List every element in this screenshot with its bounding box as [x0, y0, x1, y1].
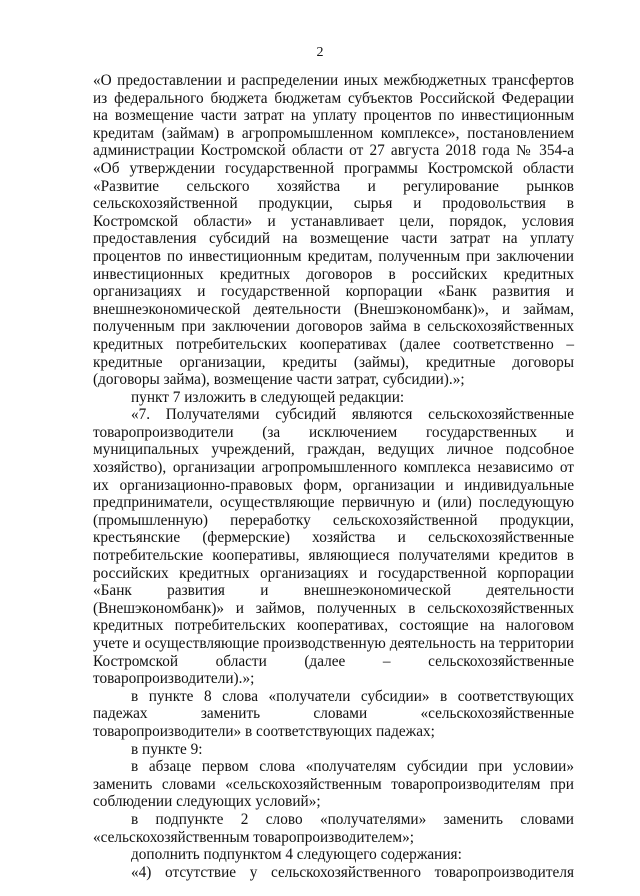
- paragraph: «О предоставлении и распределении иных межбюджетных трансфертов из федерального бюджета бюджетам субъектов Российской Федерации на возмещение части затрат на уплату процентов по инвестиционным кредитам (займам) в агропромышленном комплексе», постановлением администрации Костромской области от 27 августа 2018 года № 354-а «Об утверждении государственной программы Костромской области «Развитие сельского хозяйства и регулирование рынков сельскохозяйственной продукции, сырья и продовольствия в Костромской области» и устанавливает цели, порядок, условия предоставления субсидий на возмещение части затрат на уплату процентов по инвестиционным кредитам, полученным при заключении инвестиционных кредитных договоров в российских кредитных организациях и государственной корпорации «Банк развития и внешнеэкономической деятельности (Внешэкономбанк)», и займам, полученным при заключении договоров займа в сельскохозяйственных кредитных потребительских кооперативах (далее соответственно – кредитные организации, кредиты (займы), кредитные договоры (договоры займа), возмещение части затрат, субсидии).»;: [93, 72, 574, 389]
- page-number: 2: [316, 45, 324, 60]
- paragraph: «4) отсутствие у сельскохозяйственного товаропроизводителя: [131, 863, 574, 881]
- paragraph: в пункте 8 слова «получатели субсидии» в соответствующих падежах заменить словами «сельскохозяйственные товаропроизводители» в соответствующих падежах;: [93, 687, 574, 740]
- paragraph: в пункте 9:: [131, 740, 203, 758]
- paragraph: «7. Получателями субсидий являются сельскохозяйственные товаропроизводители (за исключением государственных и муниципальных учреждений, граждан, ведущих личное подсобное хозяйство), организации агропромышленного комплекса независимо от их организационно-правовых форм, организации и индивидуальные предприниматели, осуществляющие первичную и (или) последующую (промышленную) переработку сельскохозяйственной продукции, крестьянские (фермерские) хозяйства и сельскохозяйственные потребительские кооперативы, являющиеся получателями кредитов в российских кредитных организациях и государственной корпорации «Банк развития и внешнеэкономической деятельности (Внешэкономбанк)» и займов, полученных в сельскохозяйственных кредитных потребительских кооперативах, состоящие на налоговом учете и осуществляющие производственную деятельность на территории Костромской области (далее – сельскохозяйственные товаропроизводители).»;: [93, 406, 574, 688]
- document-body: [93, 72, 574, 881]
- paragraph: в подпункте 2 слово «получателями» заменить словами «сельскохозяйственным товаропроизводителем»;: [93, 810, 574, 846]
- paragraph: дополнить подпунктом 4 следующего содержания:: [131, 846, 462, 864]
- paragraph: пункт 7 изложить в следующей редакции:: [131, 388, 405, 406]
- paragraph: в абзаце первом слова «получателям субсидии при условии» заменить словами «сельскохозяйственным товаропроизводителям при соблюдении следующих условий»;: [93, 758, 574, 811]
